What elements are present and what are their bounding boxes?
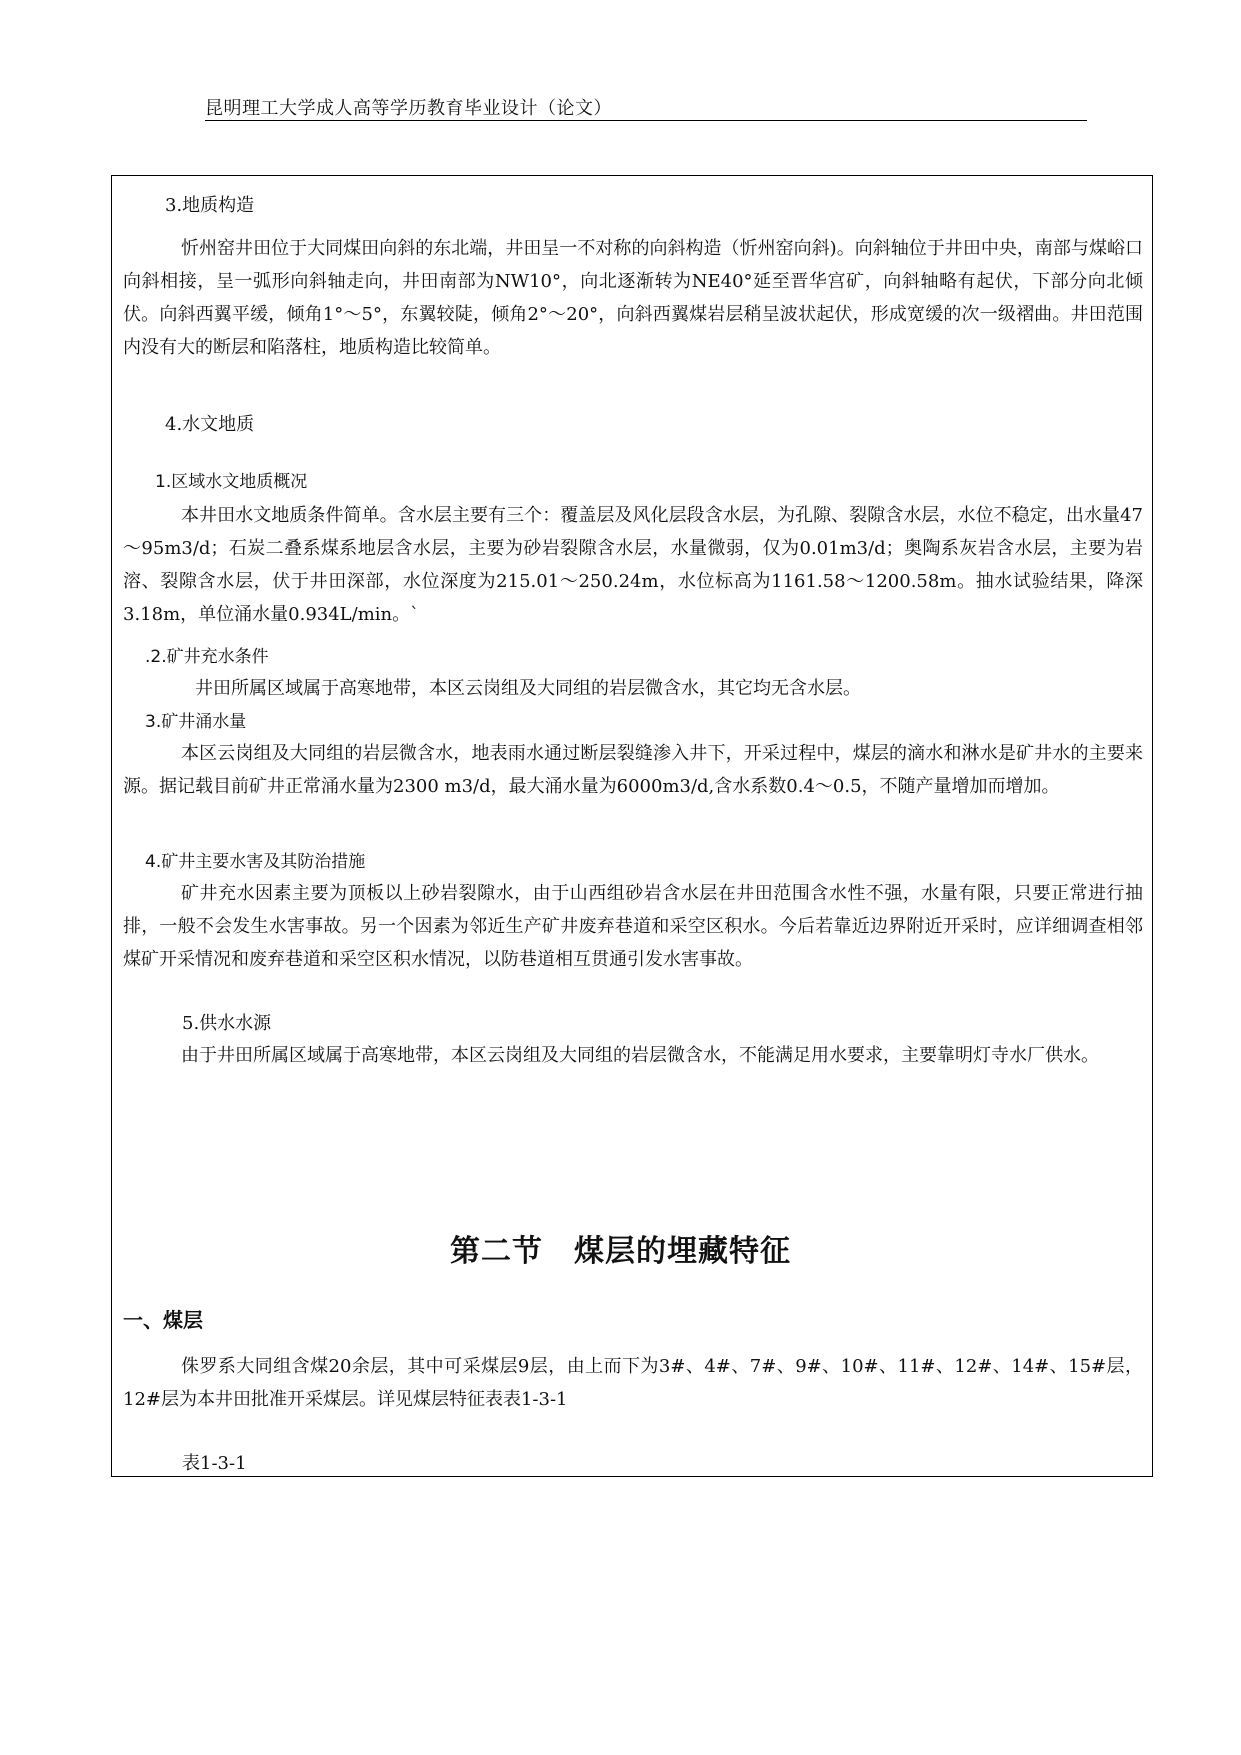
page-header-title: 昆明理工大学成人高等学历教育毕业设计（论文） — [205, 98, 612, 119]
hazards-paragraph: 矿井充水因素主要为顶板以上砂岩裂隙水，由于山西组砂岩含水层在井田范围含水性不强，水量有限，只要正常进行抽排，一般不会发生水害事故。另一个因素为邻近生产矿井废弃巷道和采空区积水。今后若靠近边界附近开采时，应详细调查相邻煤矿开采情况和废弃巷道和采空区积水情况，以防巷道相互贯通引发水害事故。 — [123, 883, 1143, 970]
geo-structure-heading: 3.地质构造 — [165, 195, 255, 216]
inflow-heading: 3.矿井涌水量 — [145, 712, 247, 732]
inflow-paragraph: 本区云岗组及大同组的岩层微含水，地表雨水通过断层裂缝渗入井下，开采过程中，煤层的滴水和淋水是矿井水的主要来源。据记载目前矿井正常涌水量为2300 m3/d，最大涌水量为6000m3/d,含水系数0.4～0.5，不随产量增加而增加。 — [123, 743, 1143, 797]
hydro-heading: 4.水文地质 — [165, 414, 255, 435]
regional-hydro-heading: 1.区域水文地质概况 — [155, 472, 308, 492]
coal-seam-paragraph: 侏罗系大同组含煤20余层，其中可采煤层9层，由上而下为3#、4#、7#、9#、10#、11#、12#、14#、15#层，12#层为本井田批准开采煤层。详见煤层特征表表1-3-1 — [123, 1356, 1143, 1410]
section-title: 第二节 煤层的埋藏特征 — [450, 1234, 791, 1269]
filling-paragraph: 井田所属区域属于高寒地带，本区云岗组及大同组的岩层微含水，其它均无含水层。 — [195, 678, 861, 699]
water-supply-heading: 5.供水水源 — [182, 1013, 272, 1034]
geo-structure-paragraph: 忻州窑井田位于大同煤田向斜的东北端，井田呈一不对称的向斜构造（忻州窑向斜)。向斜轴位于井田中央，南部与煤峪口向斜相接，呈一弧形向斜轴走向，井田南部为NW10°，向北逐渐转为NE40°延至晋华宫矿，向斜轴略有起伏，下部分向北倾伏。向斜西翼平缓，倾角1°～5°，东翼较陡，倾角2°～20°，向斜西翼煤岩层稍呈波状起伏，形成宽缓的次一级褶曲。井田范围内没有大的断层和陷落柱，地质构造比较简单。 — [123, 238, 1143, 358]
table-label: 表1-3-1 — [182, 1453, 247, 1474]
coal-seam-heading: 一、煤层 — [123, 1308, 203, 1332]
regional-hydro-paragraph: 本井田水文地质条件简单。含水层主要有三个：覆盖层及风化层段含水层，为孔隙、裂隙含水层，水位不稳定，出水量47～95m3/d；石炭二叠系煤系地层含水层，主要为砂岩裂隙含水层，水量微弱，仅为0.01m3/d；奥陶系灰岩含水层，主要为岩溶、裂隙含水层，伏于井田深部，水位深度为215.01～250.24m，水位标高为1161.58～1200.58m。抽水试验结果，降深3.18m，单位涌水量0.934L/min。` — [123, 505, 1143, 625]
water-supply-paragraph: 由于井田所属区域属于高寒地带，本区云岗组及大同组的岩层微含水，不能满足用水要求，主要靠明灯寺水厂供水。 — [181, 1045, 1099, 1066]
filling-heading: .2.矿井充水条件 — [145, 647, 269, 667]
hazards-heading: 4.矿井主要水害及其防治措施 — [145, 852, 366, 872]
header-rule — [205, 120, 1087, 121]
